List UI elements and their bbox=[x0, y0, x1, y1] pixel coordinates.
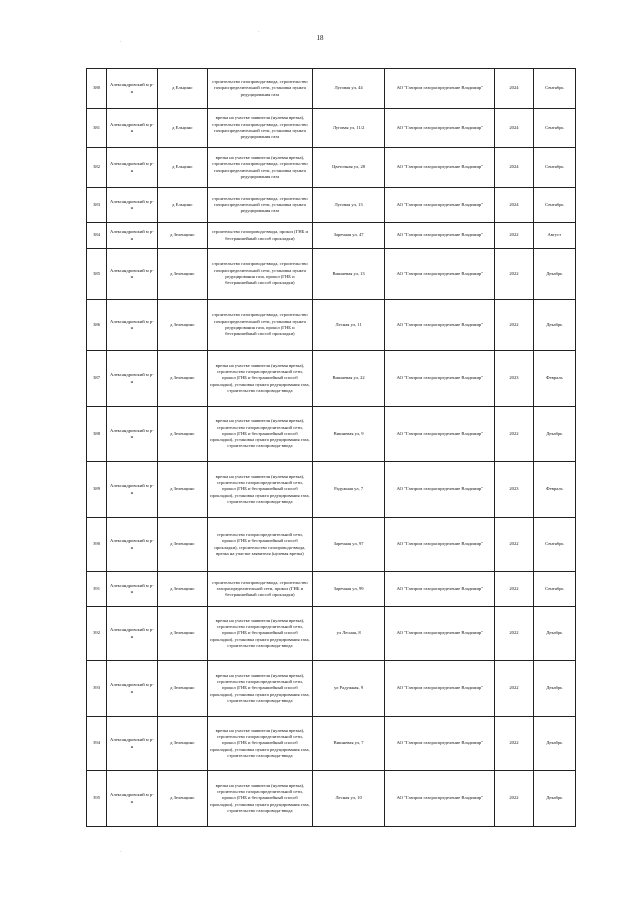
cell-village: д Ельцино bbox=[157, 148, 207, 188]
cell-work: врезка на участке заявителя (нулевая врезка), строительство газораспределительной сети, прокол (ГНБ и бестраншейный способ прокладки), установка пункта редуцирования газа, строительство газопровода-ввода bbox=[207, 717, 312, 771]
cell-village: д Ельцино bbox=[157, 188, 207, 223]
cell-num: 385 bbox=[87, 249, 107, 300]
cell-address: Вишневая ул, 22 bbox=[312, 351, 385, 407]
cell-num: 380 bbox=[87, 69, 107, 109]
cell-village: д Зеленцино bbox=[157, 300, 207, 351]
cell-month: Сентябрь bbox=[533, 572, 575, 607]
table-row bbox=[87, 351, 576, 407]
cell-work: строительство газопровода-ввода, строительство газораспределительной сети, установка пункта редуцирования газа, прокол (ГНБ и бестраншейный способ прокладки) bbox=[207, 300, 312, 351]
cell-year: 2022 bbox=[495, 223, 533, 249]
cell-work: строительство газопровода-ввода, строительство газораспределительной сети, установка пункта редуцирования газа bbox=[207, 69, 312, 109]
register-rows bbox=[87, 69, 576, 827]
cell-village: д Зеленцино bbox=[157, 351, 207, 407]
page-number: 18 bbox=[316, 34, 324, 42]
cell-num: 381 bbox=[87, 109, 107, 148]
cell-district: Александровский м р-н bbox=[107, 407, 157, 462]
cell-year: 2024 bbox=[495, 148, 533, 188]
table-row bbox=[87, 407, 576, 462]
table-row bbox=[87, 717, 576, 771]
cell-org: АО "Газпром газораспределение Владимир" bbox=[385, 188, 495, 223]
cell-year: 2024 bbox=[495, 69, 533, 109]
cell-org: АО "Газпром газораспределение Владимир" bbox=[385, 572, 495, 607]
cell-num: 389 bbox=[87, 462, 107, 518]
cell-village: д Зеленцино bbox=[157, 518, 207, 572]
cell-year: 2022 bbox=[495, 771, 533, 827]
cell-work: врезка на участке заявителя (нулевая врезка), строительство газораспределительной сети, прокол (ГНБ и бестраншейный способ прокладки), установка пункта редуцирования газа, строительство газопровода-ввода bbox=[207, 351, 312, 407]
cell-village: д Зеленцино bbox=[157, 407, 207, 462]
cell-num: 395 bbox=[87, 771, 107, 827]
cell-district: Александровский м р-н bbox=[107, 188, 157, 223]
cell-org: АО "Газпром газораспределение Владимир" bbox=[385, 249, 495, 300]
cell-num: 394 bbox=[87, 717, 107, 771]
cell-work: строительство газопровода-ввода, строительство газораспределительной сети, установка пункта редуцирования газа bbox=[207, 188, 312, 223]
cell-num: 388 bbox=[87, 407, 107, 462]
cell-district: Александровский м р-н bbox=[107, 148, 157, 188]
cell-month: Сентябрь bbox=[533, 148, 575, 188]
cell-org: АО "Газпром газораспределение Владимир" bbox=[385, 462, 495, 518]
cell-year: 2022 bbox=[495, 607, 533, 661]
cell-num: 384 bbox=[87, 223, 107, 249]
cell-org: АО "Газпром газораспределение Владимир" bbox=[385, 661, 495, 717]
cell-village: д Зеленцино bbox=[157, 462, 207, 518]
cell-work: врезка на участке заявителя (нулевая врезка), строительство газораспределительной сети, прокол (ГНБ и бестраншейный способ прокладки), установка пункта редуцирования газа, строительство газопровода-ввода bbox=[207, 462, 312, 518]
cell-district: Александровский м р-н bbox=[107, 69, 157, 109]
cell-work: врезка на участке заявителя (нулевая врезка), строительство газопровода-ввода, строительство газораспределительной сети, установка пункта редуцирования газа bbox=[207, 109, 312, 148]
table-row bbox=[87, 771, 576, 827]
table-row bbox=[87, 300, 576, 351]
cell-work: врезка на участке заявителя (нулевая врезка), строительство газораспределительной сети, прокол (ГНБ и бестраншейный способ прокладки), установка пункта редуцирования газа, строительство газопровода-ввода bbox=[207, 771, 312, 827]
cell-org: АО "Газпром газораспределение Владимир" bbox=[385, 518, 495, 572]
table-row bbox=[87, 572, 576, 607]
cell-org: АО "Газпром газораспределение Владимир" bbox=[385, 69, 495, 109]
cell-month: Сентябрь bbox=[533, 109, 575, 148]
table-row bbox=[87, 249, 576, 300]
cell-district: Александровский м р-н bbox=[107, 109, 157, 148]
cell-district: Александровский м р-н bbox=[107, 661, 157, 717]
cell-village: д Зеленцино bbox=[157, 572, 207, 607]
cell-village: д Зеленцино bbox=[157, 249, 207, 300]
cell-district: Александровский м р-н bbox=[107, 300, 157, 351]
cell-district: Александровский м р-н bbox=[107, 249, 157, 300]
cell-month: Сентябрь bbox=[533, 188, 575, 223]
cell-village: д Зеленцино bbox=[157, 717, 207, 771]
cell-address: Заречная ул, 99 bbox=[312, 572, 385, 607]
cell-org: АО "Газпром газораспределение Владимир" bbox=[385, 300, 495, 351]
cell-address: Луговая ул, 44 bbox=[312, 69, 385, 109]
cell-org: АО "Газпром газораспределение Владимир" bbox=[385, 351, 495, 407]
cell-work: врезка на участке заявителя (нулевая врезка), строительство газораспределительной сети, прокол (ГНБ и бестраншейный способ прокладки), установка пункта редуцирования газа, строительство газопровода-ввода bbox=[207, 607, 312, 661]
cell-address: ул Лесная, 8 bbox=[312, 607, 385, 661]
cell-address: Цветочная ул, 28 bbox=[312, 148, 385, 188]
cell-district: Александровский м р-н bbox=[107, 351, 157, 407]
cell-org: АО "Газпром газораспределение Владимир" bbox=[385, 771, 495, 827]
cell-address: Лесная ул, 11 bbox=[312, 300, 385, 351]
cell-village: д Ельцино bbox=[157, 109, 207, 148]
cell-village: д Зеленцино bbox=[157, 223, 207, 249]
cell-org: АО "Газпром газораспределение Владимир" bbox=[385, 148, 495, 188]
cell-work: врезка на участке заявителя (нулевая врезка), строительство газопровода-ввода, строительство газораспределительной сети, установка пункта редуцирования газа bbox=[207, 148, 312, 188]
cell-village: д Зеленцино bbox=[157, 771, 207, 827]
cell-year: 2022 bbox=[495, 717, 533, 771]
cell-village: д Зеленцино bbox=[157, 661, 207, 717]
cell-year: 2023 bbox=[495, 462, 533, 518]
cell-address: Вишневая ул, 7 bbox=[312, 717, 385, 771]
cell-year: 2022 bbox=[495, 300, 533, 351]
cell-month: Декабрь bbox=[533, 661, 575, 717]
cell-year: 2024 bbox=[495, 109, 533, 148]
cell-org: АО "Газпром газораспределение Владимир" bbox=[385, 109, 495, 148]
cell-address: Заречная ул, 47 bbox=[312, 223, 385, 249]
cell-num: 393 bbox=[87, 661, 107, 717]
cell-district: Александровский м р-н bbox=[107, 572, 157, 607]
cell-month: Декабрь bbox=[533, 249, 575, 300]
table-row bbox=[87, 69, 576, 109]
cell-district: Александровский м р-н bbox=[107, 518, 157, 572]
cell-address: ул Радужная, 9 bbox=[312, 661, 385, 717]
cell-month: Декабрь bbox=[533, 300, 575, 351]
cell-num: 387 bbox=[87, 351, 107, 407]
cell-org: АО "Газпром газораспределение Владимир" bbox=[385, 407, 495, 462]
cell-address: Заречная ул, 97 bbox=[312, 518, 385, 572]
cell-work: врезка на участке заявителя (нулевая врезка), строительство газораспределительной сети, прокол (ГНБ и бестраншейный способ прокладки), установка пункта редуцирования газа, строительство газопровода-ввода bbox=[207, 661, 312, 717]
cell-month: Февраль bbox=[533, 351, 575, 407]
cell-year: 2024 bbox=[495, 188, 533, 223]
cell-num: 383 bbox=[87, 188, 107, 223]
register-table bbox=[86, 68, 576, 827]
cell-year: 2022 bbox=[495, 518, 533, 572]
cell-num: 392 bbox=[87, 607, 107, 661]
cell-address: Лесная ул, 10 bbox=[312, 771, 385, 827]
cell-month: Декабрь bbox=[533, 771, 575, 827]
table-row bbox=[87, 148, 576, 188]
table-row bbox=[87, 661, 576, 717]
cell-num: 391 bbox=[87, 572, 107, 607]
table-row bbox=[87, 607, 576, 661]
cell-month: Сентябрь bbox=[533, 69, 575, 109]
scan-speck: · bbox=[120, 850, 122, 855]
table-row bbox=[87, 518, 576, 572]
cell-month: Август bbox=[533, 223, 575, 249]
cell-district: Александровский м р-н bbox=[107, 223, 157, 249]
cell-year: 2022 bbox=[495, 249, 533, 300]
cell-address: Луговая ул, 11/2 bbox=[312, 109, 385, 148]
cell-year: 2023 bbox=[495, 351, 533, 407]
cell-address: Вишневая ул, 9 bbox=[312, 407, 385, 462]
cell-work: строительство газопровода-ввода, прокол (ГНБ и бестраншейный способ прокладки) bbox=[207, 223, 312, 249]
cell-address: Вишневая ул, 13 bbox=[312, 249, 385, 300]
cell-address: Луговая ул, 13 bbox=[312, 188, 385, 223]
cell-year: 2022 bbox=[495, 407, 533, 462]
cell-district: Александровский м р-н bbox=[107, 607, 157, 661]
cell-work: строительство газораспределительной сети, прокол (ГНБ и бестраншейный способ прокладки), строительство газопровода-ввода, врезка на участке заявителя (нулевая врезка) bbox=[207, 518, 312, 572]
table-row bbox=[87, 109, 576, 148]
cell-month: Сентябрь bbox=[533, 518, 575, 572]
cell-num: 390 bbox=[87, 518, 107, 572]
scan-speck: · bbox=[120, 40, 122, 45]
table-row bbox=[87, 223, 576, 249]
cell-work: строительство газопровода-ввода, строительство газораспределительной сети, установка пункта редуцирования газа, прокол (ГНБ и бестраншейный способ прокладки) bbox=[207, 249, 312, 300]
table-row bbox=[87, 188, 576, 223]
scan-speck: · bbox=[258, 30, 260, 35]
cell-address: Радужная ул, 7 bbox=[312, 462, 385, 518]
cell-org: АО "Газпром газораспределение Владимир" bbox=[385, 607, 495, 661]
cell-village: д Ельцино bbox=[157, 69, 207, 109]
cell-year: 2022 bbox=[495, 572, 533, 607]
cell-month: Декабрь bbox=[533, 407, 575, 462]
cell-district: Александровский м р-н bbox=[107, 771, 157, 827]
table-row bbox=[87, 462, 576, 518]
cell-org: АО "Газпром газораспределение Владимир" bbox=[385, 223, 495, 249]
cell-district: Александровский м р-н bbox=[107, 462, 157, 518]
cell-org: АО "Газпром газораспределение Владимир" bbox=[385, 717, 495, 771]
cell-num: 382 bbox=[87, 148, 107, 188]
cell-num: 386 bbox=[87, 300, 107, 351]
cell-year: 2022 bbox=[495, 661, 533, 717]
cell-village: д Зеленцино bbox=[157, 607, 207, 661]
cell-work: врезка на участке заявителя (нулевая врезка), строительство газораспределительной сети, прокол (ГНБ и бестраншейный способ прокладки), установка пункта редуцирования газа, строительство газопровода-ввода bbox=[207, 407, 312, 462]
cell-month: Декабрь bbox=[533, 607, 575, 661]
cell-month: Декабрь bbox=[533, 717, 575, 771]
cell-district: Александровский м р-н bbox=[107, 717, 157, 771]
cell-month: Февраль bbox=[533, 462, 575, 518]
cell-work: строительство газопровода-ввода, строительство газораспределительной сети, прокол (ГНБ и бестраншейный способ прокладки) bbox=[207, 572, 312, 607]
